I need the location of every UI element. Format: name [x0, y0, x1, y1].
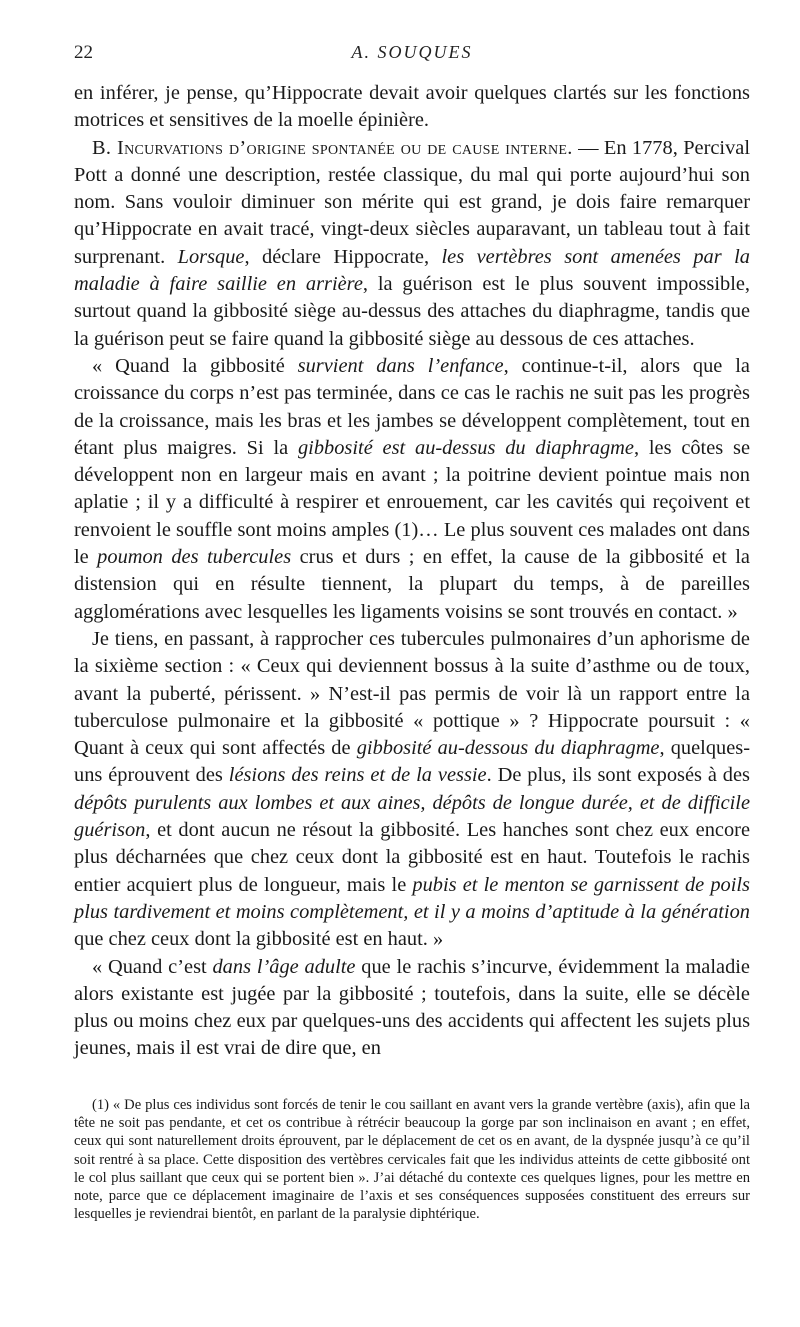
page-number: 22 — [74, 42, 93, 63]
section-heading: B. Incurvations d’origine spontanée ou de cause interne. — [92, 136, 573, 159]
footnotes — [74, 1096, 750, 1223]
page-header — [74, 42, 750, 68]
paragraph-section-b: B. Incurvations d’origine spontanée ou de cause interne. — En 1778, Percival Pott a donné une description, restée classique, du mal qui porte aujourd’hui son nom. Sans vouloir diminuer son mérite qui est grand, je dois faire remarquer qu’Hippocrate en avait tracé, vingt-deux siècles auparavant, un tableau tout à fait surprenant. Lorsque, déclare Hippocrate, les vertèbres sont amenées par la maladie à faire saillie en arrière, la guérison est le plus souvent impossible, surtout quand la gibbosité siège au-dessus des attaches du diaphragme, tandis que la guérison peut se faire quand la gibbosité siège au dessous de ces attaches. — [74, 136, 751, 350]
body-text — [74, 80, 750, 1063]
paragraph-intro: en inférer, je pense, qu’Hippocrate devait avoir quelques clartés sur les fonctions motrices et sensitives de la moelle épinière. — [74, 82, 750, 132]
paragraph-aphorism: Je tiens, en passant, à rapprocher ces tubercules pulmonaires d’un aphorisme de la sixième section : « Ceux qui deviennent bossus à la suite d’asthme ou de toux, avant la puberté, périssent. » N’est-il pas permis de voir là un rapport entre la tuberculose pulmonaire et la gibbosité « pottique » ? Hippocrate poursuit : « Quant à ceux qui sont affectés de gibbosité au-dessous du diaphragme, quelques-uns éprouvent des lésions des reins et de la vessie. De plus, ils sont exposés à des dépôts purulents aux lombes et aux aines, dépôts de longue durée, et de difficile guérison, et dont aucun ne résout la gibbosité. Les hanches sont chez eux encore plus décharnées que chez ceux dont la gibbosité est en haut. Toutefois le rachis entier acquiert plus de longueur, mais le pubis et le menton se garnissent de poils plus tardivement et moins complètement, et il y a moins d’aptitude à la génération que chez ceux dont la gibbosité est en haut. » — [74, 627, 750, 951]
running-head: A. SOUQUES — [351, 42, 473, 62]
footnote-1: (1) « De plus ces individus sont forcés de tenir le cou saillant en avant vers la grande vertèbre (axis), afin que la tête ne soit pas pendante, et cet os contribue à rétrécir beaucoup la gorge par son inclinaison en avant ; en effet, ceux qui sont naturellement droits éprouvent, par le déplacement de cet os en avant, de la dyspnée jusqu’à ce qu’il soit rentré à sa place. Cette disposition des vertèbres cervicales fait que les individus atteints de cette gibbosité ont le col plus saillant que ceux qui se portent bien ». J’ai détaché du contexte ces quelques lignes, pour les mettre en note, parce que ce déplacement imaginaire de l’axis et ses conséquences supposées constituent des erreurs sur lesquelles je reviendrai bientôt, en parlant de la paralysie diphtérique. — [74, 1097, 750, 1223]
paragraph-childhood: « Quand la gibbosité survient dans l’enfance, continue-t-il, alors que la croissance du corps n’est pas terminée, dans ce cas le rachis ne suit pas les progrès de la croissance, mais les bras et les jambes se développent complètement, tout en étant plus maigres. Si la gibbosité est au-dessus du diaphragme, les côtes se développent non en largeur mais en avant ; la poitrine devient pointue mais non aplatie ; il y a difficulté à respirer et enrouement, car les cavités qui reçoivent et renvoient le souffle sont moins amples (1)… Le plus souvent ces malades ont dans le poumon des tubercules crus et durs ; en effet, la cause de la gibbosité et la distension qui en résulte tiennent, la plupart du temps, à de pareilles agglomérations avec lesquelles les ligaments voisins se sont trouvés en contact. » — [74, 354, 750, 623]
paragraph-adult: « Quand c’est dans l’âge adulte que le rachis s’incurve, évidemment la maladie alors existante est jugée par la gibbosité ; toutefois, dans la suite, elle se décèle plus ou moins chez eux par quelques-uns des accidents qui affectent les sujets plus jeunes, mais il est vrai de dire que, en — [74, 955, 750, 1060]
